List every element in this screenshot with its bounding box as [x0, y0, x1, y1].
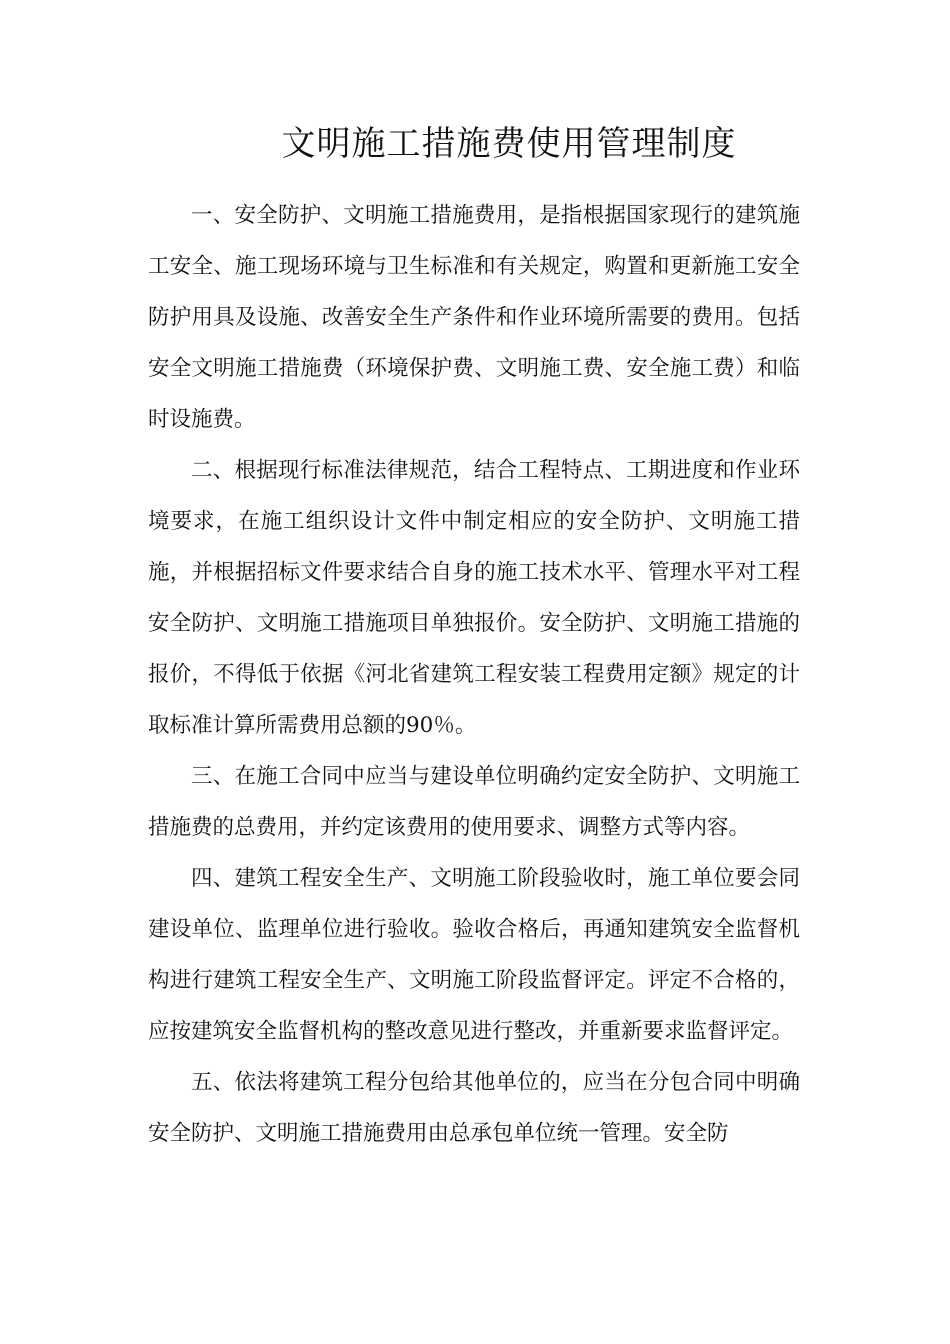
paragraph-1: 一、安全防护、文明施工措施费用，是指根据国家现行的建筑施工安全、施工现场环境与卫生标准和有关规定，购置和更新施工安全防护用具及设施、改善安全生产条件和作业环境所需要的费用。包括安全文明施工措施费（环境保护费、文明施工费、安全施工费）和临时设施费。: [148, 203, 800, 432]
paragraph-5: 五、依法将建筑工程分包给其他单位的，应当在分包合同中明确安全防护、文明施工措施费用由总承包单位统一管理。安全防: [148, 1070, 800, 1146]
paragraph-3: 三、在施工合同中应当与建设单位明确约定安全防护、文明施工措施费的总费用，并约定该费用的使用要求、调整方式等内容。: [148, 764, 800, 840]
document-body: [148, 190, 800, 1159]
paragraph-2: 二、根据现行标准法律规范，结合工程特点、工期进度和作业环境要求，在施工组织设计文件中制定相应的安全防护、文明施工措施，并根据招标文件要求结合自身的施工技术水平、管理水平对工程安全防护、文明施工措施项目单独报价。安全防护、文明施工措施的报价，不得低于依据《河北省建筑工程安装工程费用定额》规定的计取标准计算所需费用总额的90％。: [148, 458, 800, 738]
paragraph-4: 四、建筑工程安全生产、文明施工阶段验收时，施工单位要会同建设单位、监理单位进行验收。验收合格后，再通知建筑安全监督机构进行建筑工程安全生产、文明施工阶段监督评定。评定不合格的，应按建筑安全监督机构的整改意见进行整改，并重新要求监督评定。: [148, 866, 800, 1044]
document-title: 文明施工措施费使用管理制度: [281, 124, 737, 164]
